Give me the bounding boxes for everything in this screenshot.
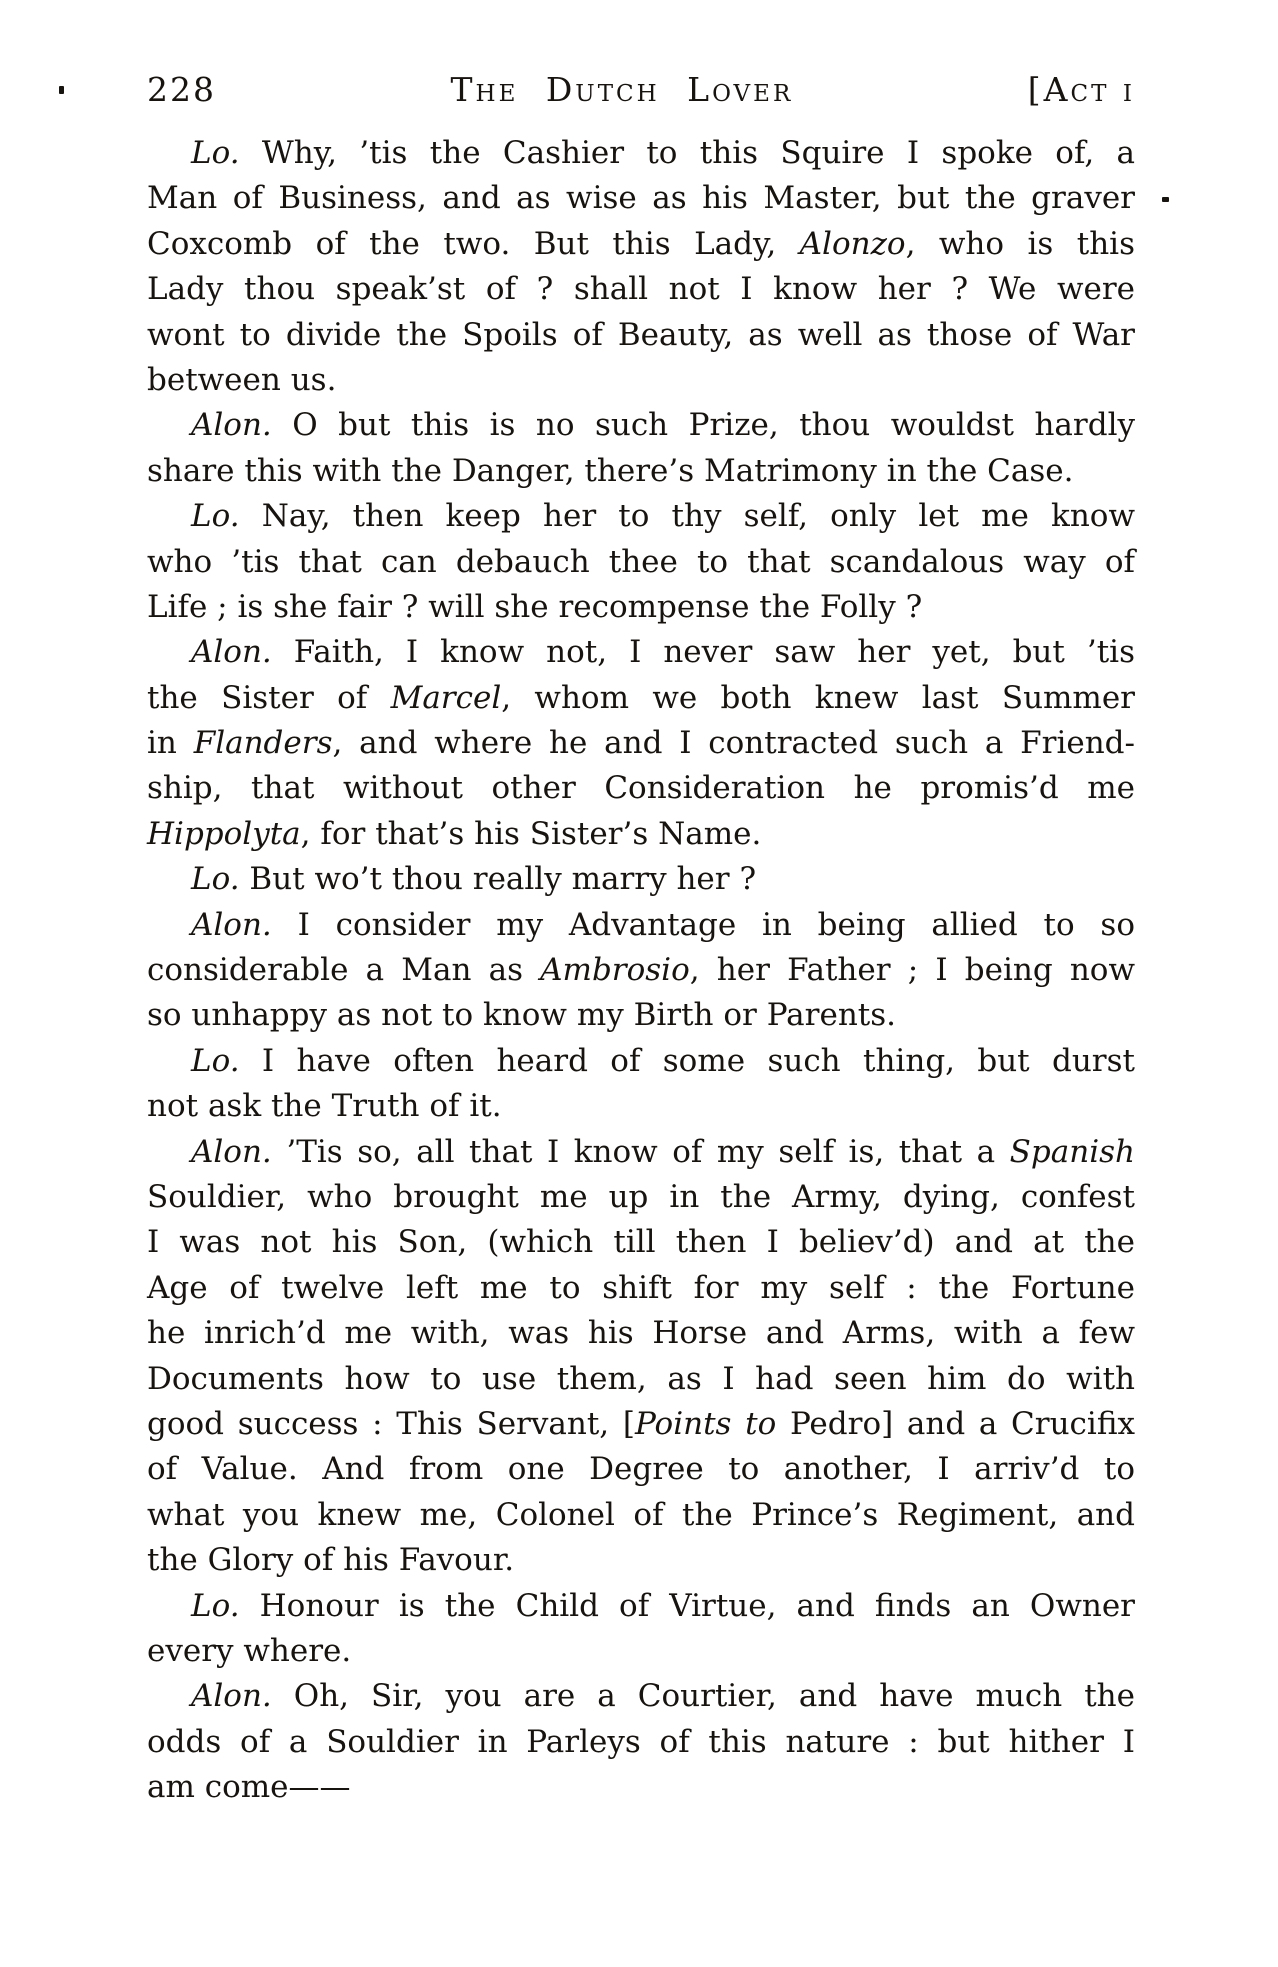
text-line xyxy=(147,993,1135,1038)
italic-text: Ambrosio xyxy=(540,952,690,989)
text-line xyxy=(147,358,1135,403)
roman-text: , for that’s his Sister’s Name. xyxy=(300,815,762,852)
text-line xyxy=(147,176,1135,221)
roman-text: , and where he and I contracted such a Friend- xyxy=(332,725,1135,762)
text-line xyxy=(147,131,1135,176)
roman-text: of Value. And from one Degree to another, I arriv’d to xyxy=(147,1451,1135,1488)
italic-text: Alon. xyxy=(191,407,272,444)
book-title: The Dutch Lover xyxy=(450,70,794,109)
roman-text: he inrich’d me with, was his Horse and Arms, with a few xyxy=(147,1315,1135,1352)
text-line xyxy=(147,1084,1135,1129)
text-line xyxy=(147,1357,1135,1402)
roman-text: I have often heard of some such thing, but durst xyxy=(239,1042,1135,1079)
italic-text: Points to xyxy=(634,1405,790,1442)
roman-text: Man of Business, and as wise as his Master, but the graver xyxy=(147,180,1135,217)
roman-text: the Glory of his Favour. xyxy=(147,1542,515,1579)
roman-text: Why, ’tis the Cashier to this Squire I spoke of, a xyxy=(239,135,1135,171)
roman-text: Souldier, who brought me up in the Army, dying, confest xyxy=(147,1178,1135,1215)
roman-text: what you knew me, Colonel of the Prince’s Regiment, and xyxy=(147,1496,1135,1533)
text-line xyxy=(147,857,1135,902)
roman-text: , whom we both knew last Summer xyxy=(501,679,1135,716)
text-line xyxy=(147,1765,1135,1810)
roman-text: Age of twelve left me to shift for my self : the Fortune xyxy=(147,1269,1135,1306)
roman-text: O but this is no such Prize, thou wouldst hardly xyxy=(271,407,1135,444)
act-indicator: [Act i xyxy=(1027,70,1135,109)
text-line xyxy=(147,540,1135,585)
ink-speck xyxy=(59,86,64,94)
italic-text: Alon. xyxy=(191,1133,272,1170)
text-line xyxy=(147,494,1135,539)
text-line xyxy=(147,585,1135,630)
roman-text: Documents how to use them, as I had seen him do with xyxy=(147,1360,1135,1397)
text-line xyxy=(147,812,1135,857)
roman-text: Lady thou speak’st of ? shall not I know her ? We were xyxy=(147,271,1135,308)
italic-text: Hippolyta xyxy=(147,815,301,852)
roman-text: ’Tis so, all that I know of my self is, that a xyxy=(271,1133,1010,1170)
roman-text: am come—— xyxy=(147,1769,351,1806)
italic-text: Lo. xyxy=(191,1587,240,1624)
text-line xyxy=(147,903,1135,948)
roman-text: , her Father ; I being now xyxy=(689,952,1136,989)
text-line xyxy=(147,1720,1135,1765)
text-line xyxy=(147,1039,1135,1084)
text-line xyxy=(147,766,1135,811)
roman-text: But wo’t thou really marry her ? xyxy=(239,861,757,898)
page-number: 228 xyxy=(147,70,216,109)
roman-text: the Sister of xyxy=(147,679,391,716)
roman-text: not ask the Truth of it. xyxy=(147,1088,502,1125)
text-line xyxy=(147,1311,1135,1356)
roman-text: who ’tis that can debauch thee to that scandalous way of xyxy=(147,543,1135,580)
roman-text: Coxcomb of the two. But this Lady, xyxy=(147,225,800,262)
roman-text: I was not his Son, (which till then I believ’d) and at the xyxy=(147,1224,1135,1261)
roman-text: Oh, Sir, you are a Courtier, and have much the xyxy=(271,1678,1135,1715)
text-line xyxy=(147,313,1135,358)
roman-text: odds of a Souldier in Parleys of this nature : but hither I xyxy=(147,1723,1135,1760)
roman-text: Nay, then keep her to thy self, only let me know xyxy=(239,498,1135,535)
text-line xyxy=(147,1629,1135,1674)
roman-text: Faith, I know not, I never saw her yet, but ’tis xyxy=(271,634,1135,671)
text-line xyxy=(147,267,1135,312)
running-header xyxy=(147,70,1135,110)
italic-text: Marcel xyxy=(390,679,502,716)
text-line xyxy=(147,1175,1135,1220)
italic-text: Alon. xyxy=(191,634,272,671)
text-line xyxy=(147,1584,1135,1629)
roman-text: Life ; is she fair ? will she recompense the Folly ? xyxy=(147,588,923,625)
italic-text: Alon. xyxy=(191,906,272,943)
roman-text: considerable a Man as xyxy=(147,952,541,989)
roman-text: ship, that without other Consideration he promis’d me xyxy=(147,770,1135,807)
roman-text: wont to divide the Spoils of Beauty, as well as those of War xyxy=(147,316,1135,353)
text-line xyxy=(147,1220,1135,1265)
ink-speck xyxy=(1162,197,1169,202)
roman-text: Pedro] and a Crucifix xyxy=(789,1405,1135,1442)
text-line xyxy=(147,1130,1135,1175)
roman-text: share this with the Danger, there’s Matrimony in the Case. xyxy=(147,452,1074,489)
italic-text: Lo. xyxy=(191,498,240,535)
text-line xyxy=(147,449,1135,494)
text-line xyxy=(147,403,1135,448)
play-text xyxy=(147,131,1135,1810)
roman-text: , who is this xyxy=(905,225,1136,262)
italic-text: Alonzo xyxy=(799,225,906,262)
text-line xyxy=(147,948,1135,993)
italic-text: Lo. xyxy=(191,861,240,898)
italic-text: Flanders xyxy=(193,725,333,762)
text-line xyxy=(147,721,1135,766)
text-line xyxy=(147,1447,1135,1492)
text-line xyxy=(147,1402,1135,1447)
italic-text: Spanish xyxy=(1009,1133,1135,1170)
text-line xyxy=(147,1266,1135,1311)
italic-text: Lo. xyxy=(191,135,240,171)
roman-text: Honour is the Child of Virtue, and finds an Owner xyxy=(239,1587,1135,1624)
roman-text: good success : This Servant, [ xyxy=(147,1405,635,1442)
text-line xyxy=(147,222,1135,267)
text-line xyxy=(147,630,1135,675)
text-line xyxy=(147,1674,1135,1719)
text-line xyxy=(147,1538,1135,1583)
roman-text: in xyxy=(147,725,194,762)
roman-text: every where. xyxy=(147,1632,352,1669)
roman-text: so unhappy as not to know my Birth or Parents. xyxy=(147,997,897,1034)
text-line xyxy=(147,676,1135,721)
roman-text: I consider my Advantage in being allied to so xyxy=(271,906,1135,943)
italic-text: Lo. xyxy=(191,1042,240,1079)
italic-text: Alon. xyxy=(191,1678,272,1715)
text-line xyxy=(147,1493,1135,1538)
roman-text: between us. xyxy=(147,361,337,398)
